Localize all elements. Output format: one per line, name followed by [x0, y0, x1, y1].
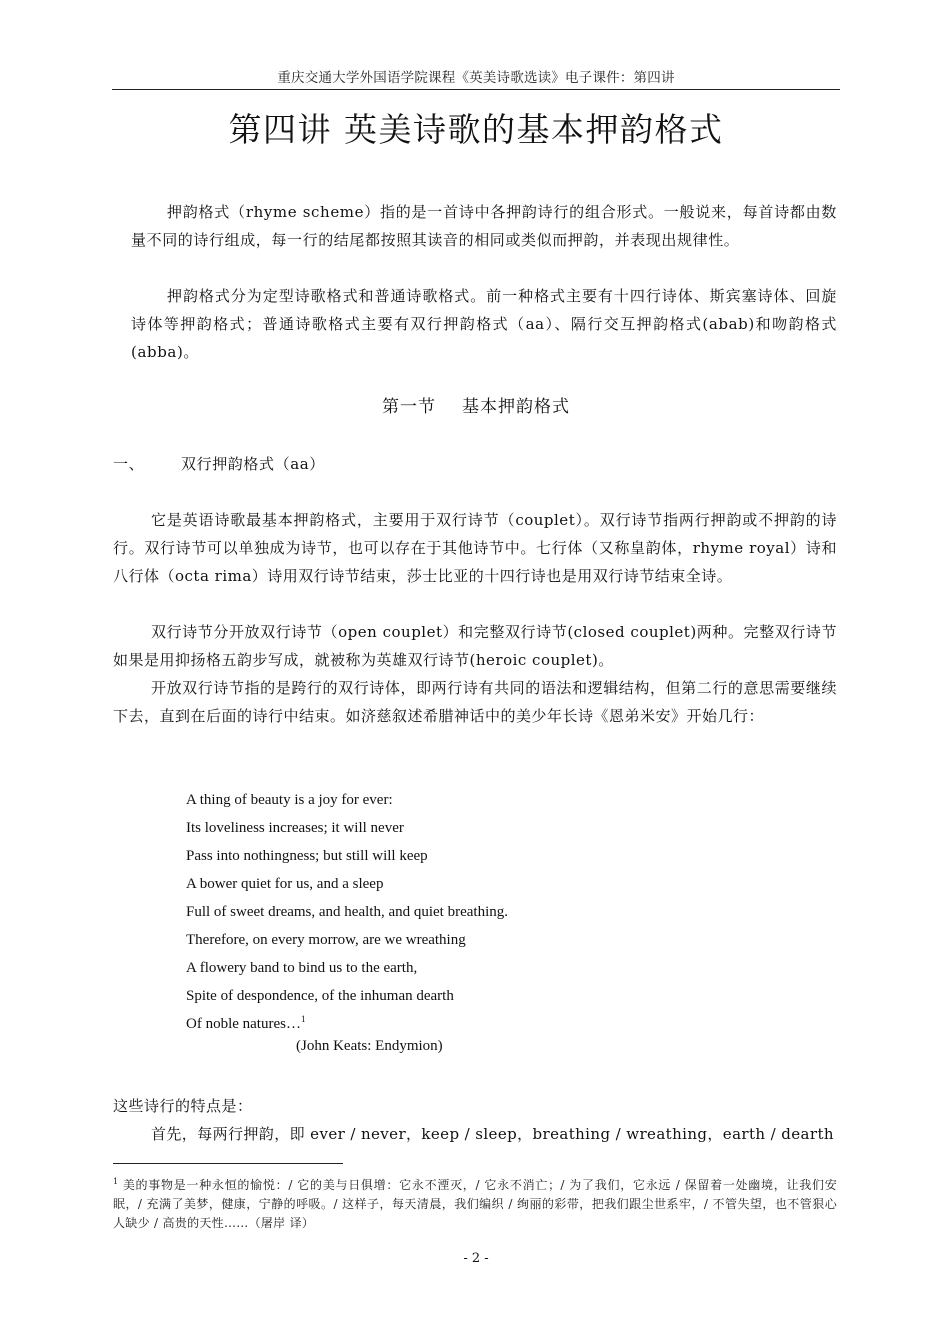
poem-line-6: Therefore, on every morrow, are we wreathing — [186, 932, 466, 948]
footnote-text: 美的事物是一种永恒的愉悦：/ 它的美与日俱增：它永不湮灭，/ 它永不消亡；/ 为了我们，它永远 / 保留着一处幽境，让我们安眠，/ 充满了美梦，健康，宁静的呼吸。/ 这样子，每天清晨，我们编织 / 绚丽的彩带，把我们跟尘世系牢，/ 不管失望，也不管狠心人缺少 / 高贵的天性……（屠岸 译） — [113, 1178, 837, 1230]
body-paragraph-3: 开放双行诗节指的是跨行的双行诗体，即两行诗有共同的语法和逻辑结构，但第二行的意思需要继续下去，直到在后面的诗行中结束。如济慈叙述希腊神话中的美少年长诗《恩弟米安》开始几行： — [113, 679, 837, 725]
section-number: 第一节 — [382, 397, 436, 417]
page-header: 重庆交通大学外国语学院课程《英美诗歌选读》电子课件：第四讲 — [277, 70, 675, 86]
poem-line-3: Pass into nothingness; but still will keep — [186, 848, 428, 864]
features-first-point: 首先，每两行押韵，即 ever / never，keep / sleep，breathing / wreathing，earth / dearth — [151, 1125, 834, 1143]
subsection-number: 一、 — [113, 455, 145, 473]
subsection-name: 双行押韵格式（aa） — [181, 455, 325, 473]
footnote — [113, 1176, 837, 1233]
header-rule — [112, 89, 840, 90]
section-name: 基本押韵格式 — [462, 397, 570, 417]
poem-line-9-text: Of noble natures… — [186, 1016, 301, 1032]
subsection-heading — [113, 453, 325, 474]
poem-line-2: Its loveliness increases; it will never — [186, 820, 404, 836]
body-paragraph-1: 它是英语诗歌最基本押韵格式，主要用于双行诗节（couplet）。双行诗节指两行押韵或不押韵的诗行。双行诗节可以单独成为诗节，也可以存在于其他诗节中。七行体（又称皇韵体，rhyme royal）诗和八行体（octa rima）诗用双行诗节结束，莎士比亚的十四行诗也是用双行诗节结束全诗。 — [113, 511, 837, 585]
poem-excerpt — [186, 786, 508, 1038]
poem-attribution: (John Keats: Endymion) — [296, 1038, 443, 1054]
footnote-mark: 1 — [113, 1177, 119, 1186]
footnote-rule — [113, 1163, 343, 1164]
body-paragraph-2: 双行诗节分开放双行诗节（open couplet）和完整双行诗节(closed couplet)两种。完整双行诗节如果是用抑扬格五韵步写成，就被称为英雄双行诗节(heroic couplet)。 — [113, 623, 837, 669]
intro-paragraph-1: 押韵格式（rhyme scheme）指的是一首诗中各押韵诗行的组合形式。一般说来，每首诗都由数量不同的诗行组成，每一行的结尾都按照其读音的相同或类似而押韵，并表现出规律性。 — [131, 203, 837, 249]
page-title: 第四讲 英美诗歌的基本押韵格式 — [228, 110, 724, 149]
poem-line-8: Spite of despondence, of the inhuman dearth — [186, 988, 454, 1004]
poem-line-9 — [186, 1010, 508, 1038]
features-intro: 这些诗行的特点是： — [113, 1097, 253, 1115]
intro-paragraph-2: 押韵格式分为定型诗歌格式和普通诗歌格式。前一种格式主要有十四行诗体、斯宾塞诗体、回旋诗体等押韵格式；普通诗歌格式主要有双行押韵格式（aa）、隔行交互押韵格式(abab)和吻韵格式(abba)。 — [131, 287, 837, 361]
poem-line-7: A flowery band to bind us to the earth, — [186, 960, 418, 976]
footnote-reference[interactable]: 1 — [300, 1014, 306, 1024]
poem-line-4: A bower quiet for us, and a sleep — [186, 876, 384, 892]
section-heading — [112, 392, 840, 417]
poem-line-1: A thing of beauty is a joy for ever: — [186, 792, 393, 808]
page-number: - 2 - — [463, 1251, 489, 1266]
poem-line-5: Full of sweet dreams, and health, and quiet breathing. — [186, 904, 508, 920]
